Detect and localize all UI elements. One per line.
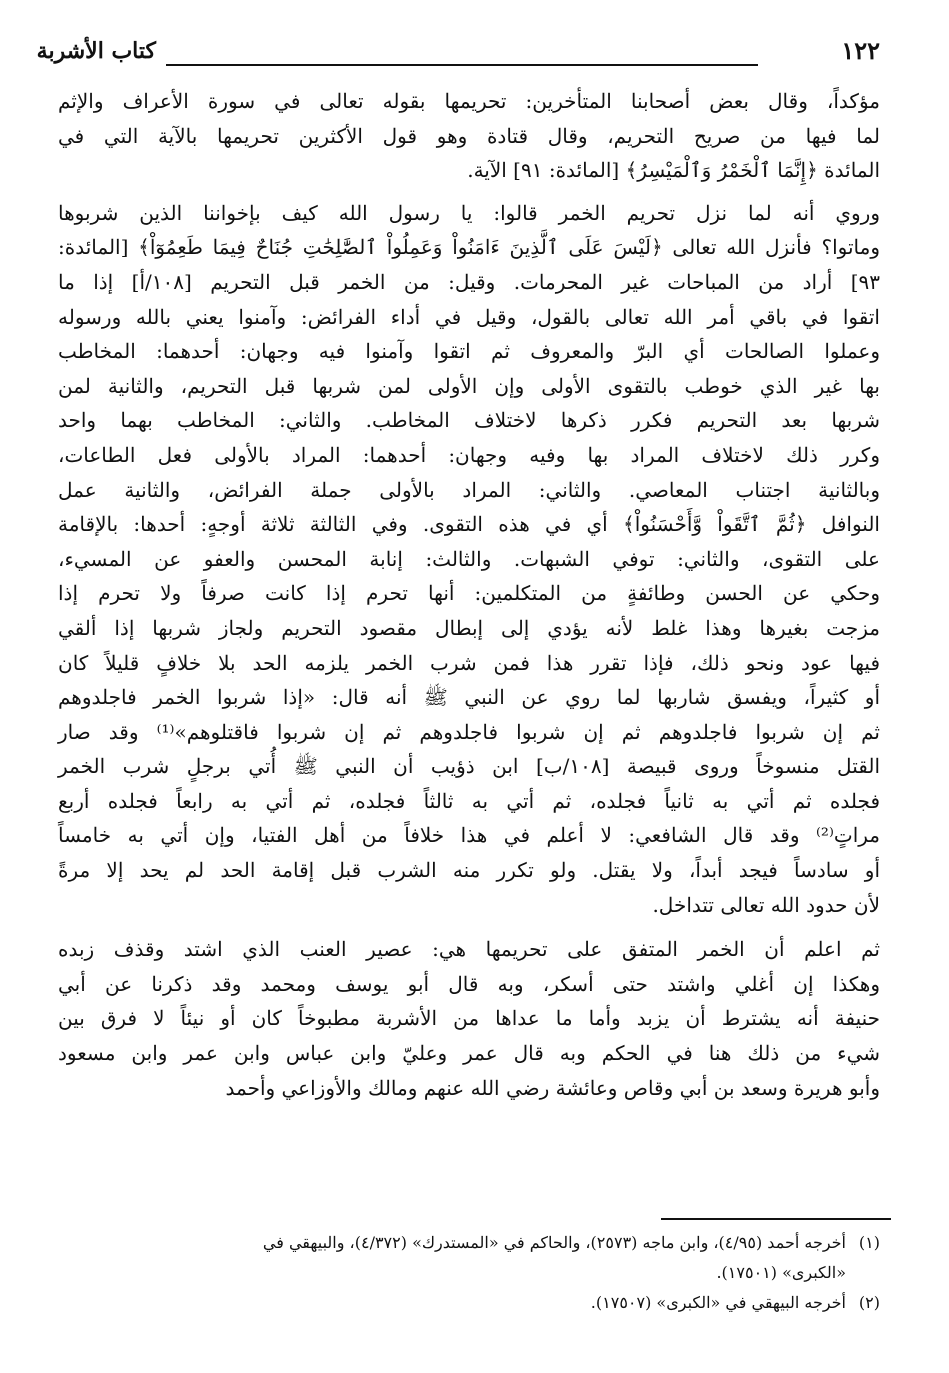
text-line: وهكذا إن أغلي واشتد حتى أسكر، وبه قال أبو يوسف ومحمد وقد ذكرنا عن أبي: [58, 971, 880, 996]
footnote-1: [58, 1228, 880, 1288]
text-line: اتقوا في باقي أمر الله تعالى بالقول، وقيل في أداء الفرائض: وآمنوا يعني بالله ورسوله: [58, 304, 880, 329]
header-rule: [166, 64, 758, 66]
main-text: [58, 84, 880, 1105]
text-line: حنيفة أنه يشترط أن يزبد وأما ما عداها من الأشربة مطبوخاً كان أو نيئاً لا فرق بين: [58, 1006, 880, 1031]
footnote-text: «الكبرى» (١٧٥٠١).: [716, 1263, 846, 1282]
text-line: القتل منسوخاً وروى قبيصة [١٠٨/ب] ابن ذؤيب أن النبي ﷺ أُتي برجلٍ شرب الخمر: [58, 754, 880, 779]
text-line: ثم إن شربوا فاجلدوهم ثم إن شربوا فاجلدوهم ثم إن شربوا فاقتلوهم»⁽¹⁾ وقد صار: [58, 719, 880, 744]
paragraph-1: [58, 84, 880, 188]
page-number: ١٢٢: [841, 36, 880, 65]
text-line: مؤكداً، وقال بعض أصحابنا المتأخرين: تحريمها بقوله تعالى في سورة الأعراف والإثم: [58, 89, 880, 113]
text-line: النوافل ﴿ثُمَّ ٱتَّقَواْ وَّأَحْسَنُواْ﴾ أي في هذه التقوى. وفي الثالثة ثلاثة أوجهٍ: أحدها: بالإقامة: [58, 512, 880, 537]
text-line: وروي أنه لما نزل تحريم الخمر قالوا: يا رسول الله كيف بإخواننا الذين شربوها: [58, 200, 880, 225]
paragraph-2: [58, 196, 880, 922]
footnote-line: [58, 1228, 880, 1258]
text-line: مزجت بغيرها وهذا غلط لأنه يؤدي إلى إبطال مقصود التحريم ولجاز شربها إذا ألقي: [58, 615, 880, 640]
chapter-title: كتاب الأشربة: [36, 38, 156, 64]
text-line: لما فيها من صريح التحريم، وقال قتادة وهو قول الأكثرين تحريمها بالآية التي في: [58, 123, 880, 148]
text-line: وعملوا الصالحات أي البرّ والمعروف ثم اتقوا وآمنوا فيه وجهان: أحدهما: المخاطب: [58, 339, 880, 364]
text-line: وماتوا؟ فأنزل الله تعالى ﴿لَيْسَ عَلَى ٱلَّذِينَ ءَامَنُواْ وَعَمِلُواْ ٱلصَّٰلِحَٰتِ جُنَاحٌ فِيمَا طَعِمُوٓاْ﴾ [المائدة:: [58, 235, 880, 260]
text-line: ثم اعلم أن الخمر المتفق على تحريمها هي: عصير العنب الذي اشتد وقذف زبده: [58, 937, 880, 962]
footnote-line: [58, 1288, 880, 1318]
text-line: المائدة ﴿إِنَّمَا ٱلْخَمْرُ وَٱلْمَيْسِرُ﴾ [المائدة: ٩١] الآية.: [467, 158, 880, 183]
text-line: فجلده ثم أتي به ثانياً فجلده، ثم أتي به ثالثاً فجلده، ثم أتي به رابعاً فجلده أربع: [58, 788, 880, 813]
text-line: فيها عود ونحو ذلك، فإذا تقرر هذا فمن شرب الخمر يلزمه الحد بلا خلافٍ قليلاً كان: [58, 650, 880, 675]
footnote-line: [58, 1258, 880, 1288]
text-line: أو كثيراً، ويفسق شاربها لما روي عن النبي ﷺ أنه قال: «إذا شربوا الخمر فاجلدوهم: [58, 685, 880, 710]
text-line: أو سادساً فيجد أبداً، ولا يقتل. ولو تكرر منه الشرب قبل إقامة الحد لم يحد إلا مرةً: [58, 858, 880, 883]
text-line: وكرر ذلك لاختلاف المراد بها وفيه وجهان: أحدهما: المراد بالأولى فعل الطاعات،: [58, 442, 880, 467]
text-line: مراتٍ⁽²⁾ وقد قال الشافعي: لا أعلم في هذا خلافاً من أهل الفتيا، وإن أتي به خامساً: [58, 823, 880, 848]
footnote-text: أخرجه أحمد (٤/٩٥)، وابن ماجه (٢٥٧٣)، والحاكم في «المستدرك» (٤/٣٧٢)، والبيهقي في: [262, 1233, 846, 1252]
text-line: وبالثانية اجتناب المعاصي. والثاني: المراد بالأولى جملة الفرائض، والثانية عمل: [58, 477, 880, 502]
page-header: [36, 34, 880, 74]
footnote-separator: [661, 1218, 891, 1220]
text-line: بها غير الذي خوطب بالتقوى الأولى وإن الأولى لمن شربها قبل التحريم، والثانية لمن: [58, 373, 880, 398]
footnote-number: (٢): [858, 1293, 880, 1312]
text-line: لأن حدود الله تعالى تتداخل.: [652, 892, 880, 917]
text-line: وأبو هريرة وسعد بن أبي وقاص وعائشة رضي الله عنهم ومالك والأوزاعي وأحمد: [225, 1075, 880, 1100]
text-line: وحكي عن الحسن وطائفةٍ من المتكلمين: أنها تحرم إذا كانت صرفاً ولا تحرم إذا: [58, 581, 880, 606]
text-line: شربها بعد التحريم فكرر ذكرها لاختلاف المخاطب. والثاني: المخاطب بهما واحد: [58, 408, 880, 433]
text-line: على التقوى، والثاني: توفي الشبهات. والثالث: إنابة المحسن والعفو عن المسيء،: [58, 546, 880, 571]
footnote-2: [58, 1288, 880, 1318]
footnotes: [58, 1228, 880, 1318]
text-line: شيء من ذلك هنا في الحكم وبه قال عمر وعليّ وابن عباس وابن عمر وابن مسعود: [58, 1041, 880, 1066]
footnote-number: (١): [858, 1233, 880, 1252]
text-line: ٩٣] أراد من المباحات غير المحرمات. وقيل: من الخمر قبل التحريم [١٠٨/أ] إذا ما: [58, 269, 880, 294]
paragraph-3: [58, 932, 880, 1105]
footnote-text: أخرجه البيهقي في «الكبرى» (١٧٥٠٧).: [590, 1293, 846, 1312]
